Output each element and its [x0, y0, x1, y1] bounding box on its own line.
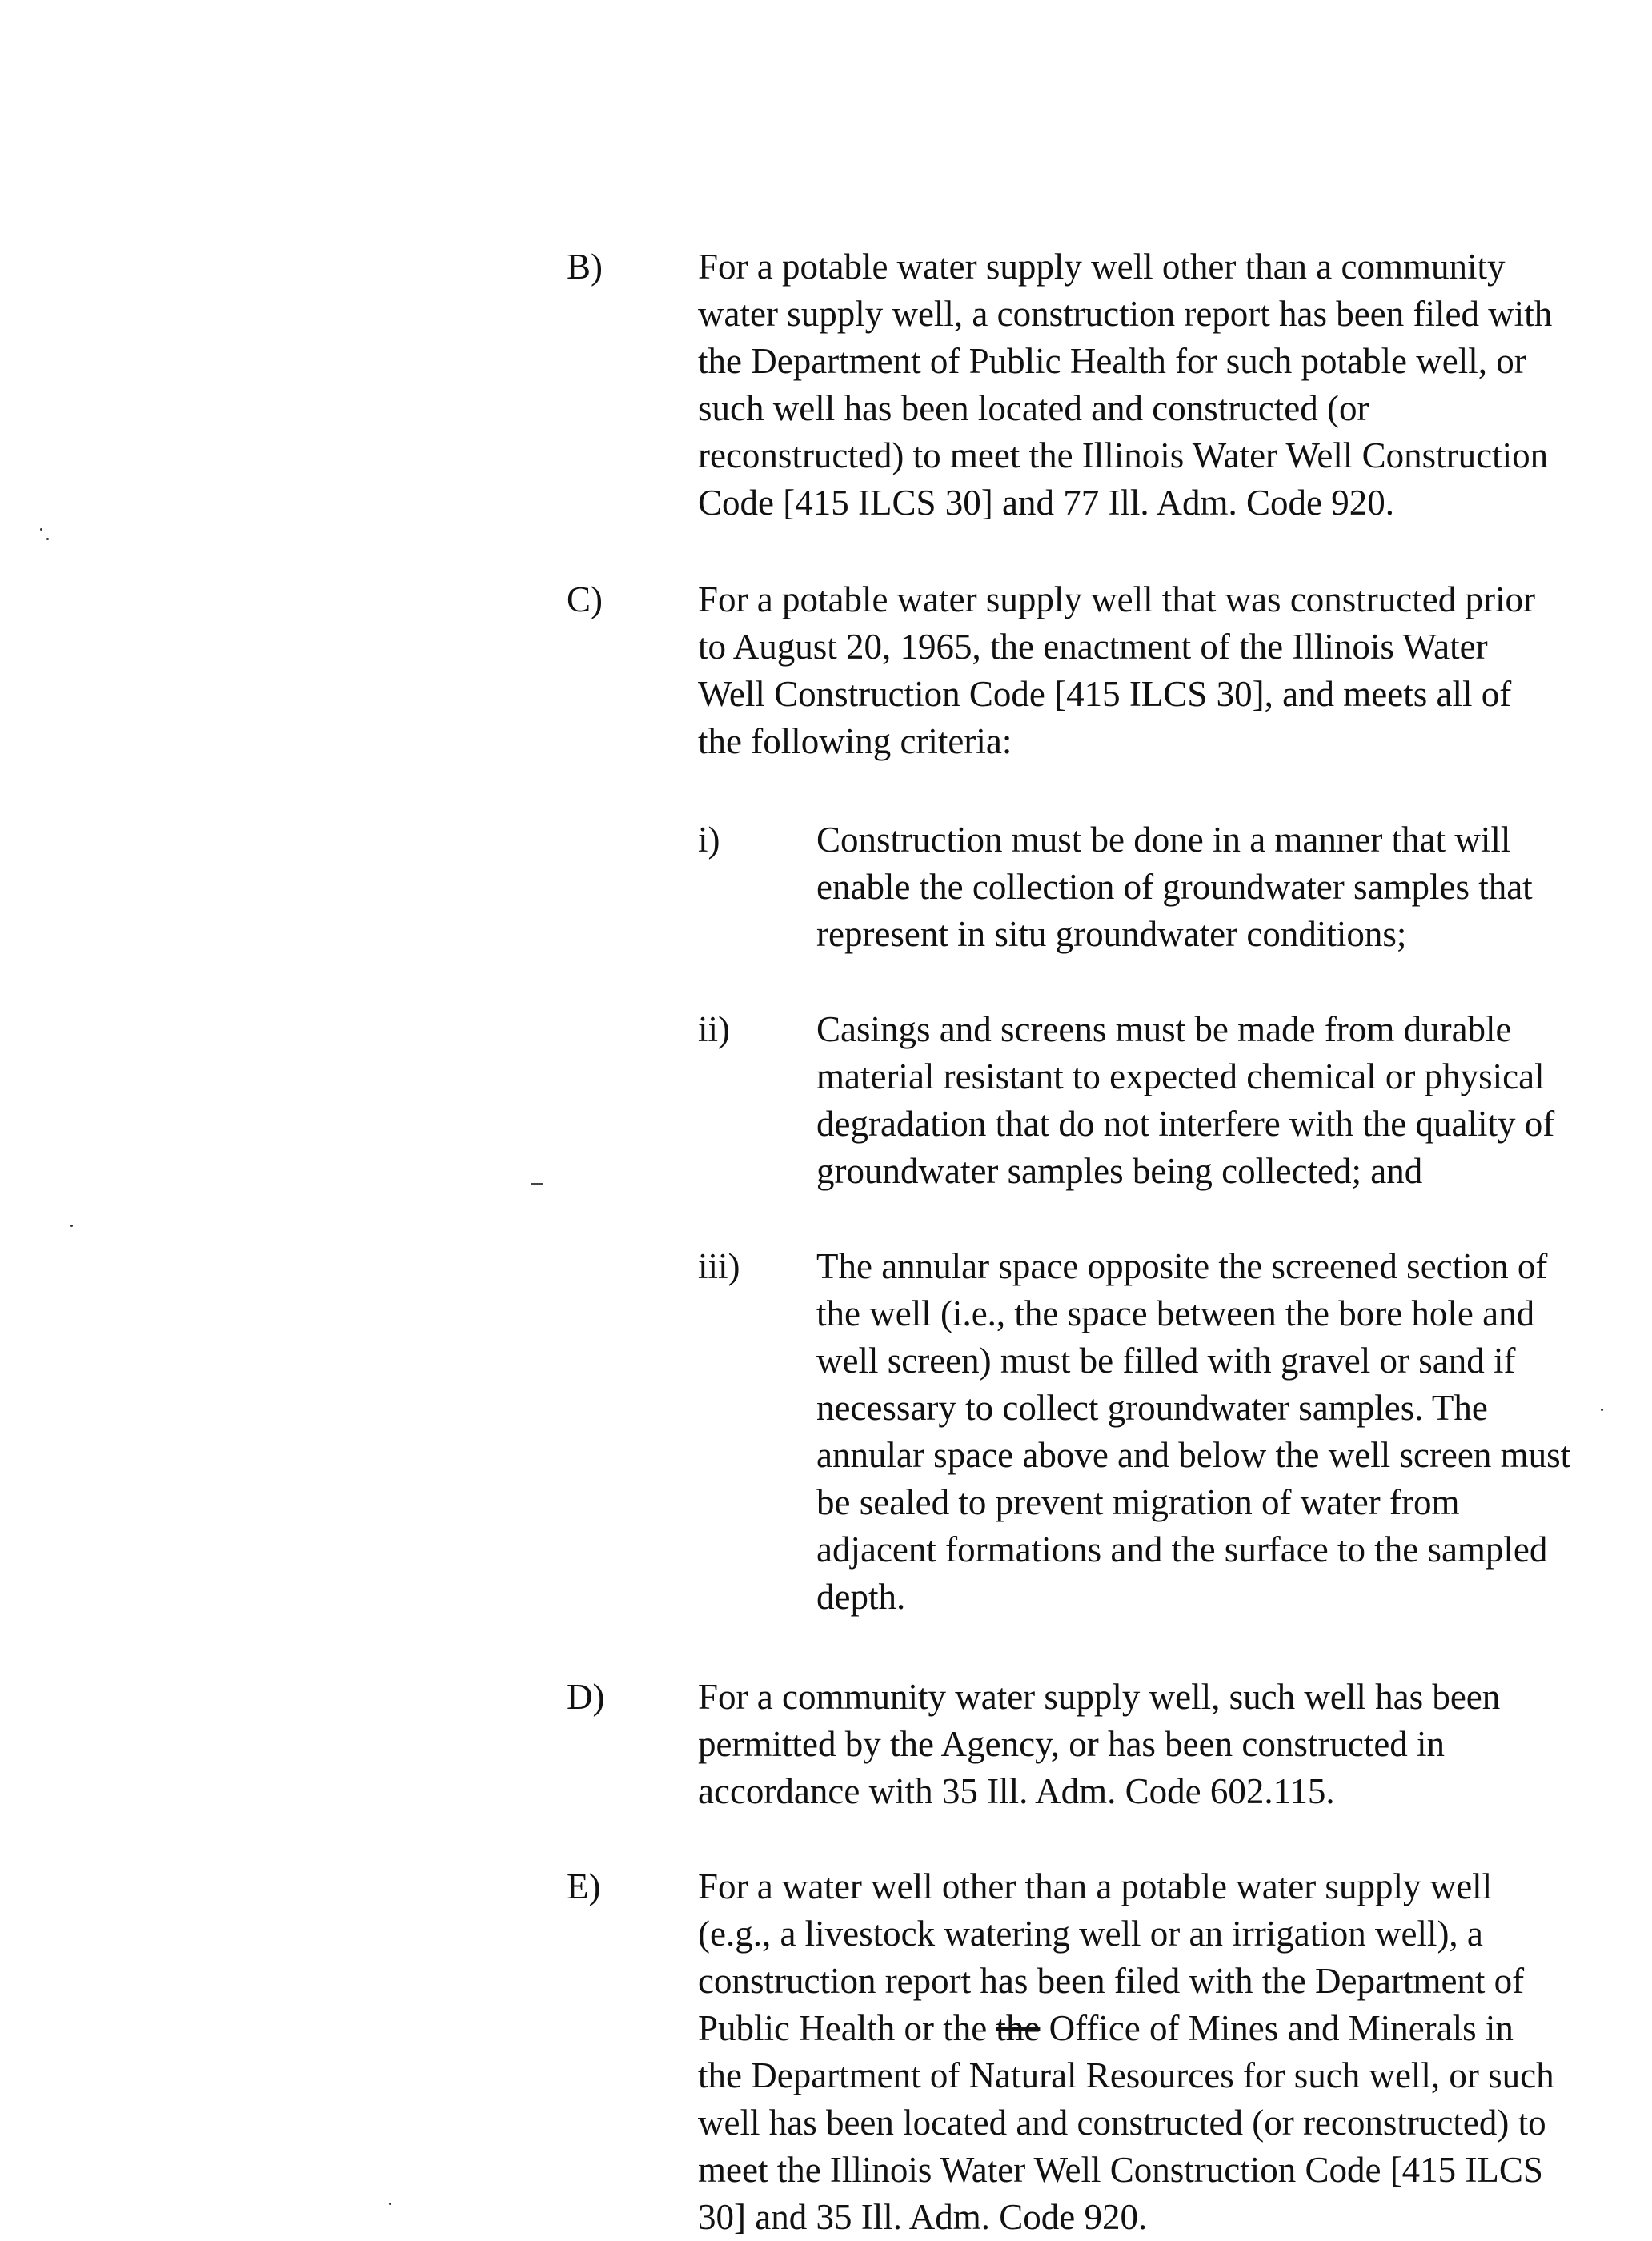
subsection-b-text — [698, 243, 1552, 527]
text-line: The annular space opposite the screened section of — [816, 1246, 1548, 1286]
text-line: the Department of Public Health for such potable well, or — [698, 341, 1526, 381]
scan-speck — [46, 538, 49, 540]
text-line: be sealed to prevent migration of water from — [816, 1482, 1460, 1522]
scan-speck — [389, 2203, 391, 2205]
struck-text: the — [996, 2008, 1041, 2048]
text-line: well screen) must be filled with gravel or sand if — [816, 1341, 1516, 1381]
text-line: degradation that do not interfere with the quality of — [816, 1104, 1555, 1144]
criterion-i-text — [816, 816, 1533, 958]
text-line: Well Construction Code [415 ILCS 30], and meets all of — [698, 674, 1512, 714]
text-line: groundwater samples being collected; and — [816, 1151, 1423, 1191]
text-line: represent in situ groundwater conditions; — [816, 914, 1407, 954]
text-line: meet the Illinois Water Well Construction Code [415 ILCS — [698, 2150, 1543, 2190]
criterion-ii-label: ii) — [698, 1009, 730, 1049]
text-line: the well (i.e., the space between the bore hole and — [816, 1293, 1535, 1333]
scan-speck — [70, 1225, 73, 1227]
text-line: necessary to collect groundwater samples. The — [816, 1388, 1488, 1428]
text-fragment: Office of Mines and Minerals in — [1040, 2008, 1514, 2048]
subsection-e-label: E) — [567, 1866, 601, 1906]
subsection-c-label: C) — [567, 579, 603, 619]
text-line: Code [415 ILCS 30] and 77 Ill. Adm. Code 920. — [698, 483, 1394, 523]
text-line: material resistant to expected chemical or physical — [816, 1056, 1545, 1096]
text-line: depth. — [816, 1577, 906, 1617]
criterion-i-label: i) — [698, 820, 720, 860]
text-line: such well has been located and constructed (or — [698, 388, 1369, 428]
text-line: reconstructed) to meet the Illinois Water Well Construction — [698, 435, 1549, 475]
text-line-with-strikethrough — [698, 2005, 1554, 2052]
text-line: accordance with 35 Ill. Adm. Code 602.115. — [698, 1771, 1335, 1811]
text-line: enable the collection of groundwater samples that — [816, 867, 1533, 907]
text-line: For a potable water supply well that was constructed prior — [698, 579, 1535, 619]
criterion-iii-label: iii) — [698, 1246, 740, 1286]
text-line: adjacent formations and the surface to the sampled — [816, 1529, 1548, 1570]
text-line: construction report has been filed with the Department of — [698, 1961, 1525, 2001]
text-line: well has been located and constructed (or reconstructed) to — [698, 2103, 1546, 2143]
criterion-ii-text — [816, 1006, 1554, 1195]
text-line: annular space above and below the well screen must — [816, 1435, 1571, 1475]
text-line: For a water well other than a potable water supply well — [698, 1866, 1493, 1906]
text-line: the Department of Natural Resources for such well, or such — [698, 2055, 1554, 2095]
text-line: to August 20, 1965, the enactment of the Illinois Water — [698, 627, 1488, 667]
text-line: Casings and screens must be made from durable — [816, 1009, 1512, 1049]
text-line: For a potable water supply well other than a community — [698, 247, 1506, 287]
subsection-e-text — [698, 1863, 1554, 2241]
text-line: For a community water supply well, such well has been — [698, 1677, 1501, 1717]
criterion-iii-text — [816, 1243, 1570, 1621]
text-line: the following criteria: — [698, 721, 1012, 761]
text-line: (e.g., a livestock watering well or an irrigation well), a — [698, 1914, 1483, 1954]
scan-mark — [531, 1183, 543, 1185]
subsection-c-text — [698, 576, 1535, 765]
text-line: Construction must be done in a manner that will — [816, 820, 1511, 860]
subsection-b-label: B) — [567, 247, 603, 287]
text-line: water supply well, a construction report has been filed with — [698, 294, 1553, 334]
scan-speck — [40, 528, 42, 531]
text-line: permitted by the Agency, or has been constructed in — [698, 1724, 1446, 1764]
subsection-d-label: D) — [567, 1677, 605, 1717]
subsection-d-text — [698, 1674, 1500, 1815]
text-fragment: Public Health or the — [698, 2008, 996, 2048]
text-line: 30] and 35 Ill. Adm. Code 920. — [698, 2197, 1148, 2237]
scan-speck — [1601, 1409, 1603, 1411]
